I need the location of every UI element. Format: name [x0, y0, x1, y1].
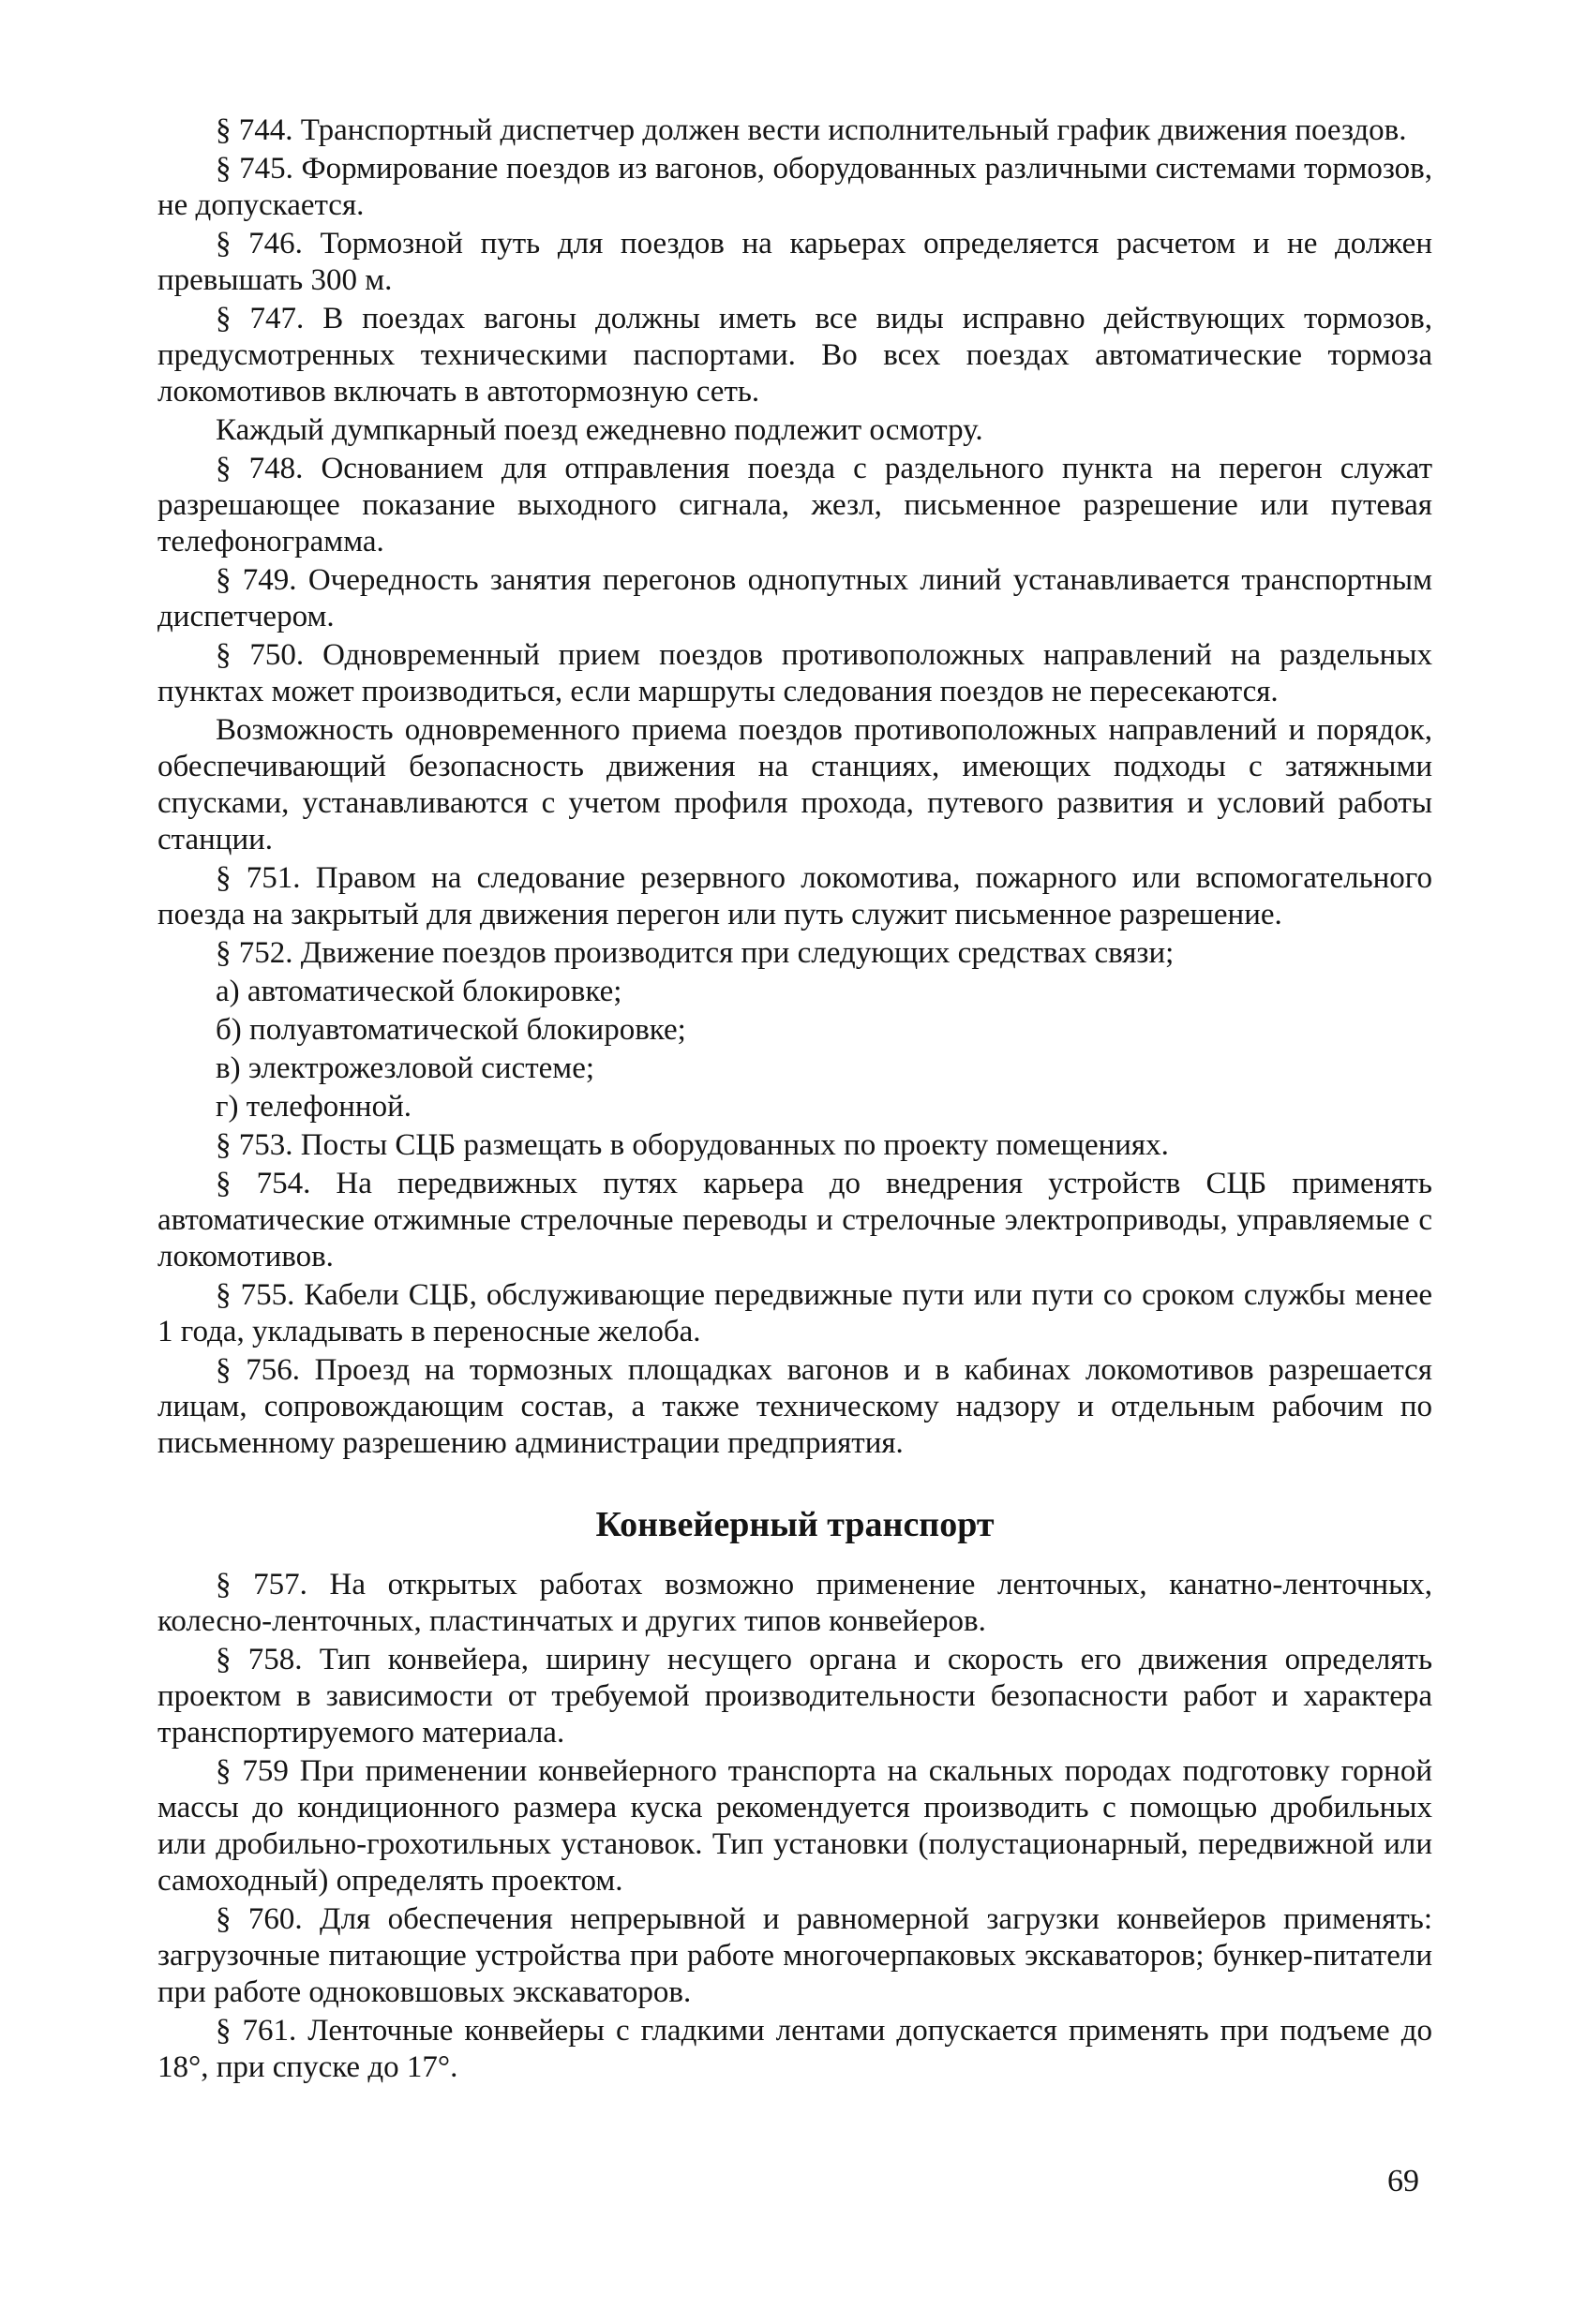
paragraph-746: § 746. Тормозной путь для поездов на карьерах определяется расчетом и не должен превышать 300 м.	[157, 227, 1432, 297]
list-item-a: а) автоматической блокировке;	[216, 975, 622, 1008]
paragraph-744: § 744. Транспортный диспетчер должен вести исполнительный график движения поездов.	[216, 113, 1407, 147]
page-number: 69	[1387, 2164, 1419, 2198]
paragraph-760: § 760. Для обеспечения непрерывной и равномерной загрузки конвейеров применять: загрузочные питающие устройства при работе многочерпаковых экскаваторов; бункер-питатели при работе одноковшовых экскаваторов.	[157, 1902, 1432, 2009]
paragraph-751: § 751. Правом на следование резервного локомотива, пожарного или вспомогательного поезда на закрытый для движения перегон или путь служит письменное разрешение.	[157, 861, 1432, 931]
list-item-v: в) электрожезловой системе;	[216, 1051, 595, 1085]
section-heading-conveyor-transport: Конвейерный транспорт	[595, 1505, 995, 1544]
paragraph-761: § 761. Ленточные конвейеры с гладкими лентами допускается применять при подъеме до 18°, при спуске до 17°.	[157, 2014, 1432, 2084]
paragraph-755: § 755. Кабели СЦБ, обслуживающие передвижные пути или пути со сроком службы менее 1 года, укладывать в переносные желоба.	[157, 1278, 1432, 1348]
paragraph-749: § 749. Очередность занятия перегонов однопутных линий устанавливается транспортным диспетчером.	[157, 563, 1432, 633]
paragraph-757: § 757. На открытых работах возможно применение ленточных, канатно-ленточных, колесно-ленточных, пластинчатых и других типов конвейеров.	[157, 1568, 1432, 1638]
list-item-b: б) полуавтоматической блокировке;	[216, 1013, 686, 1047]
paragraph-756: § 756. Проезд на тормозных площадках вагонов и в кабинах локомотивов разрешается лицам, сопровождающим состав, а также техническому надзору и отдельным рабочим по письменному разрешению администрации предприятия.	[157, 1353, 1432, 1460]
paragraph-759: § 759 При применении конвейерного транспорта на скальных породах подготовку горной массы до кондиционного размера куска рекомендуется производить с помощью дробильных или дробильно-грохотильных установок. Тип установки (полустационарный, передвижной или самоходный) определять проектом.	[157, 1754, 1432, 1898]
paragraph-747-inspection: Каждый думпкарный поезд ежедневно подлежит осмотру.	[216, 413, 983, 447]
paragraph-752: § 752. Движение поездов производится при следующих средствах связи;	[216, 936, 1175, 970]
paragraph-758: § 758. Тип конвейера, ширину несущего органа и скорость его движения определять проектом в зависимости от требуемой производительности безопасности работ и характера транспортируемого материала.	[157, 1643, 1432, 1750]
paragraph-745: § 745. Формирование поездов из вагонов, оборудованных различными системами тормозов, не допускается.	[157, 152, 1432, 222]
paragraph-748: § 748. Основанием для отправления поезда с раздельного пункта на перегон служат разрешающее показание выходного сигнала, жезл, письменное разрешение или путевая телефонограмма.	[157, 452, 1432, 559]
list-item-g: г) телефонной.	[216, 1090, 412, 1124]
paragraph-750-possibility: Возможность одновременного приема поездов противоположных направлений и порядок, обеспечивающий безопасность движения на станциях, имеющих подходы с затяжными спусками, устанавливаются с учетом профиля прохода, путевого развития и условий работы станции.	[157, 713, 1432, 857]
paragraph-747: § 747. В поездах вагоны должны иметь все виды исправно действующих тормозов, предусмотренных техническими паспортами. Во всех поездах автоматические тормоза локомотивов включать в автотормозную сеть.	[157, 302, 1432, 409]
paragraph-750: § 750. Одновременный прием поездов противоположных направлений на раздельных пунктах может производиться, если маршруты следования поездов не пересекаются.	[157, 638, 1432, 708]
paragraph-754: § 754. На передвижных путях карьера до внедрения устройств СЦБ применять автоматические отжимные стрелочные переводы и стрелочные электроприводы, управляемые с локомотивов.	[157, 1167, 1432, 1274]
paragraph-753: § 753. Посты СЦБ размещать в оборудованных по проекту помещениях.	[216, 1128, 1169, 1162]
page-text-body	[157, 112, 1432, 2088]
